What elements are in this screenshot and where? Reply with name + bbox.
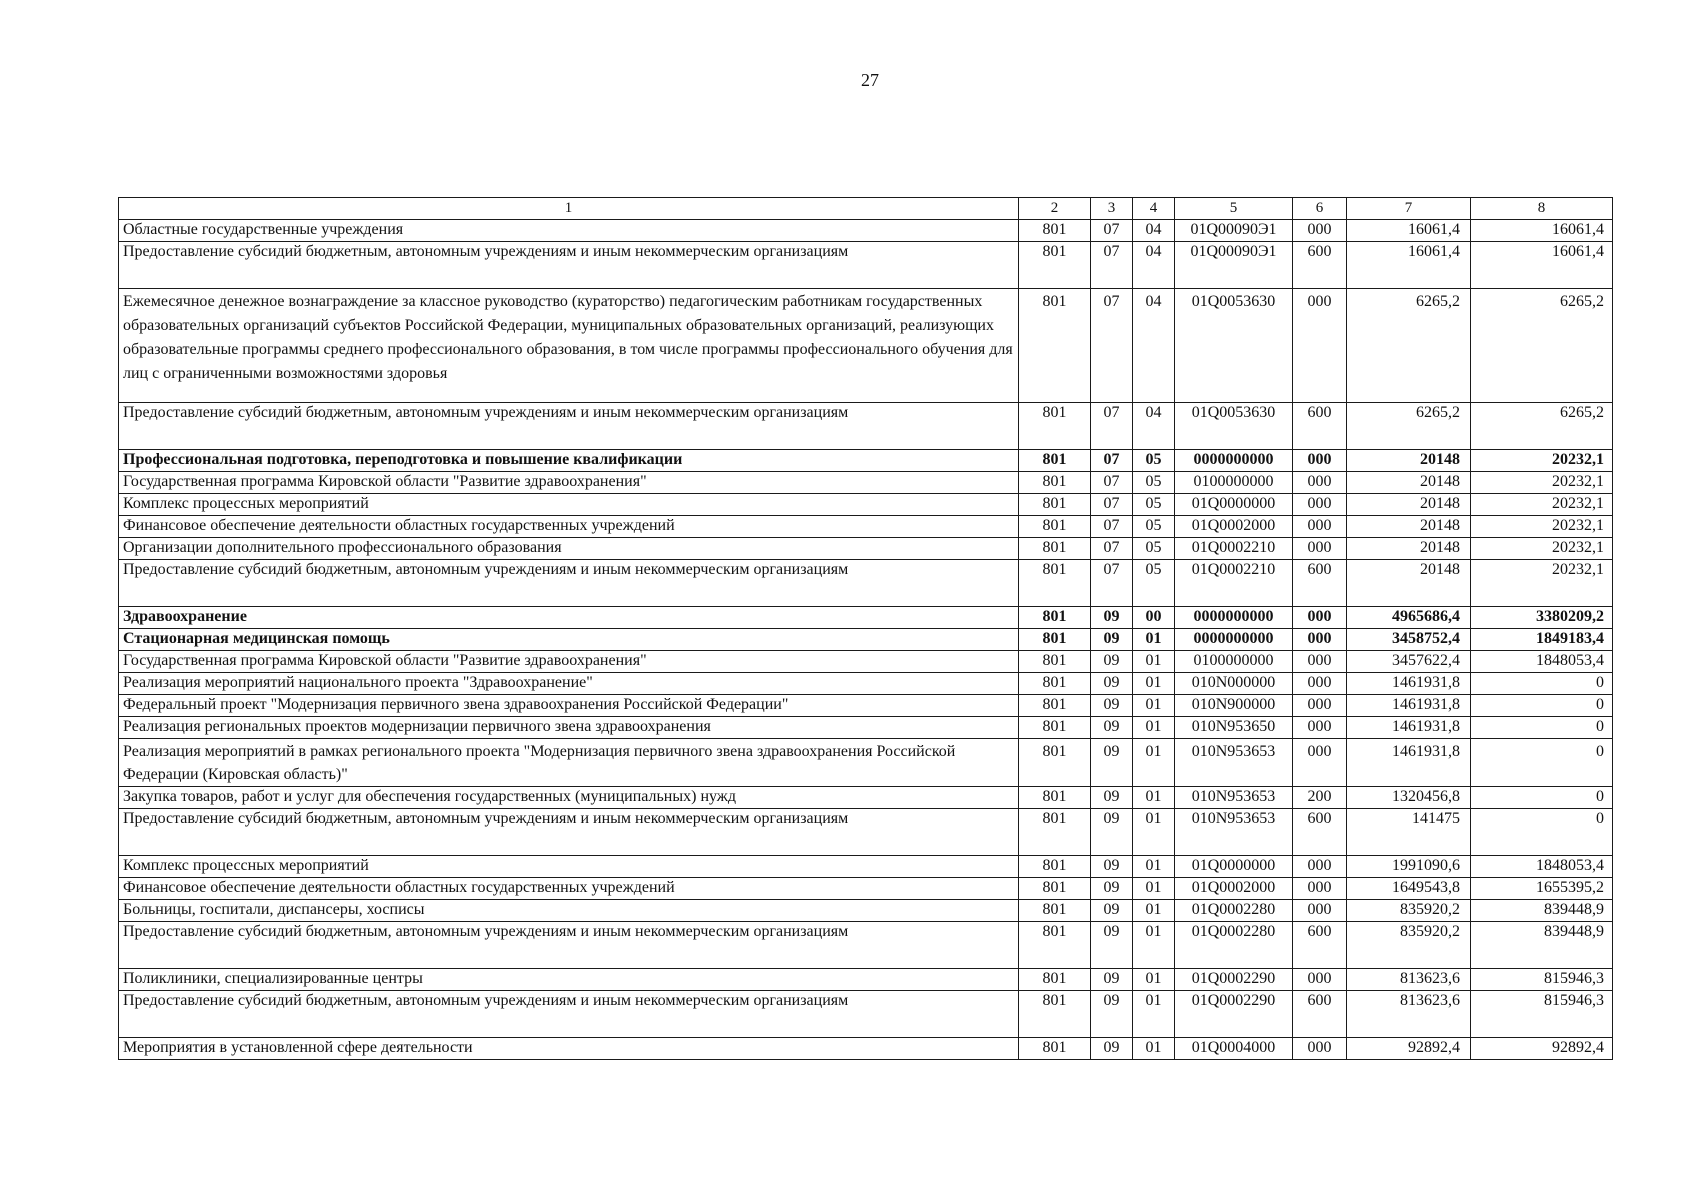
row-col-8: 20232,1 bbox=[1471, 538, 1613, 560]
row-col-2: 801 bbox=[1019, 673, 1091, 695]
row-col-8: 1848053,4 bbox=[1471, 856, 1613, 878]
table-row bbox=[119, 450, 1613, 472]
row-col-4: 01 bbox=[1133, 922, 1175, 969]
row-col-8: 0 bbox=[1471, 695, 1613, 717]
row-col-8: 0 bbox=[1471, 809, 1613, 856]
table-row bbox=[119, 651, 1613, 673]
row-col-4: 04 bbox=[1133, 220, 1175, 242]
row-col-2: 801 bbox=[1019, 787, 1091, 809]
row-name: Комплекс процессных мероприятий bbox=[119, 494, 1019, 516]
row-col-8: 20232,1 bbox=[1471, 560, 1613, 607]
row-col-5: 01Q00090Э1 bbox=[1175, 220, 1293, 242]
row-name: Предоставление субсидий бюджетным, автономным учреждениям и иным некоммерческим организациям bbox=[119, 922, 1019, 969]
row-col-3: 09 bbox=[1091, 1038, 1133, 1060]
row-col-5: 01Q0002290 bbox=[1175, 991, 1293, 1038]
row-col-4: 05 bbox=[1133, 560, 1175, 607]
row-col-8: 20232,1 bbox=[1471, 494, 1613, 516]
row-col-2: 801 bbox=[1019, 289, 1091, 403]
row-col-6: 000 bbox=[1293, 450, 1347, 472]
row-col-5: 0000000000 bbox=[1175, 629, 1293, 651]
row-name: Реализация региональных проектов модернизации первичного звена здравоохранения bbox=[119, 717, 1019, 739]
row-col-5: 01Q0002280 bbox=[1175, 922, 1293, 969]
row-col-3: 09 bbox=[1091, 651, 1133, 673]
header-cell-3: 3 bbox=[1091, 198, 1133, 220]
row-col-3: 07 bbox=[1091, 450, 1133, 472]
table-body bbox=[119, 198, 1613, 1060]
row-col-2: 801 bbox=[1019, 494, 1091, 516]
header-cell-5: 5 bbox=[1175, 198, 1293, 220]
row-col-4: 01 bbox=[1133, 695, 1175, 717]
header-cell-8: 8 bbox=[1471, 198, 1613, 220]
row-col-4: 01 bbox=[1133, 1038, 1175, 1060]
row-name: Государственная программа Кировской области "Развитие здравоохранения" bbox=[119, 651, 1019, 673]
table-row bbox=[119, 516, 1613, 538]
row-col-8: 6265,2 bbox=[1471, 289, 1613, 403]
row-name: Реализация мероприятий в рамках регионального проекта "Модернизация первичного звена здравоохранения Российской Федерации (Кировская область)" bbox=[119, 739, 1019, 787]
row-col-5: 01Q0002290 bbox=[1175, 969, 1293, 991]
row-col-8: 1849183,4 bbox=[1471, 629, 1613, 651]
row-col-4: 01 bbox=[1133, 787, 1175, 809]
table-row bbox=[119, 717, 1613, 739]
row-col-4: 05 bbox=[1133, 450, 1175, 472]
row-name: Мероприятия в установленной сфере деятельности bbox=[119, 1038, 1019, 1060]
table-row bbox=[119, 900, 1613, 922]
row-col-2: 801 bbox=[1019, 472, 1091, 494]
row-col-6: 000 bbox=[1293, 629, 1347, 651]
row-col-3: 09 bbox=[1091, 695, 1133, 717]
row-col-8: 815946,3 bbox=[1471, 969, 1613, 991]
header-cell-1: 1 bbox=[119, 198, 1019, 220]
row-col-5: 010N953653 bbox=[1175, 739, 1293, 787]
row-col-5: 01Q0004000 bbox=[1175, 1038, 1293, 1060]
row-name: Финансовое обеспечение деятельности областных государственных учреждений bbox=[119, 878, 1019, 900]
row-col-8: 20232,1 bbox=[1471, 450, 1613, 472]
row-col-4: 05 bbox=[1133, 538, 1175, 560]
table-row bbox=[119, 289, 1613, 403]
row-name: Финансовое обеспечение деятельности областных государственных учреждений bbox=[119, 516, 1019, 538]
row-name: Ежемесячное денежное вознаграждение за классное руководство (кураторство) педагогическим работникам государственных образовательных организаций субъектов Российской Федерации, муниципальных образовательных организаций, реализующих образовательные программы среднего профессионального образования, в том числе программы профессионального обучения для лиц с ограниченными возможностями здоровья bbox=[119, 289, 1019, 403]
table-row bbox=[119, 856, 1613, 878]
header-cell-6: 6 bbox=[1293, 198, 1347, 220]
row-col-4: 04 bbox=[1133, 242, 1175, 289]
row-col-2: 801 bbox=[1019, 900, 1091, 922]
row-col-3: 09 bbox=[1091, 856, 1133, 878]
row-col-8: 6265,2 bbox=[1471, 403, 1613, 450]
row-name: Предоставление субсидий бюджетным, автономным учреждениям и иным некоммерческим организациям bbox=[119, 242, 1019, 289]
row-col-2: 801 bbox=[1019, 516, 1091, 538]
row-col-7: 3458752,4 bbox=[1347, 629, 1471, 651]
row-col-6: 000 bbox=[1293, 220, 1347, 242]
row-col-8: 839448,9 bbox=[1471, 922, 1613, 969]
row-name: Стационарная медицинская помощь bbox=[119, 629, 1019, 651]
table-row bbox=[119, 242, 1613, 289]
row-col-7: 813623,6 bbox=[1347, 969, 1471, 991]
row-col-7: 835920,2 bbox=[1347, 922, 1471, 969]
row-col-3: 09 bbox=[1091, 809, 1133, 856]
row-col-4: 01 bbox=[1133, 878, 1175, 900]
row-col-7: 1320456,8 bbox=[1347, 787, 1471, 809]
row-col-3: 07 bbox=[1091, 494, 1133, 516]
row-col-3: 09 bbox=[1091, 900, 1133, 922]
row-col-8: 3380209,2 bbox=[1471, 607, 1613, 629]
row-col-2: 801 bbox=[1019, 220, 1091, 242]
row-col-5: 01Q00090Э1 bbox=[1175, 242, 1293, 289]
row-col-7: 6265,2 bbox=[1347, 403, 1471, 450]
row-col-7: 141475 bbox=[1347, 809, 1471, 856]
row-name: Больницы, госпитали, диспансеры, хосписы bbox=[119, 900, 1019, 922]
row-name: Здравоохранение bbox=[119, 607, 1019, 629]
row-col-4: 00 bbox=[1133, 607, 1175, 629]
table-row bbox=[119, 560, 1613, 607]
row-col-6: 000 bbox=[1293, 717, 1347, 739]
row-col-7: 1461931,8 bbox=[1347, 695, 1471, 717]
table-row bbox=[119, 629, 1613, 651]
row-col-7: 1461931,8 bbox=[1347, 717, 1471, 739]
row-col-3: 09 bbox=[1091, 739, 1133, 787]
row-col-7: 20148 bbox=[1347, 516, 1471, 538]
row-col-2: 801 bbox=[1019, 450, 1091, 472]
row-col-2: 801 bbox=[1019, 560, 1091, 607]
row-col-3: 09 bbox=[1091, 629, 1133, 651]
row-col-4: 01 bbox=[1133, 900, 1175, 922]
row-col-2: 801 bbox=[1019, 739, 1091, 787]
table-row bbox=[119, 739, 1613, 787]
row-col-3: 07 bbox=[1091, 220, 1133, 242]
row-col-8: 815946,3 bbox=[1471, 991, 1613, 1038]
row-col-4: 01 bbox=[1133, 717, 1175, 739]
row-col-5: 01Q0053630 bbox=[1175, 289, 1293, 403]
row-col-2: 801 bbox=[1019, 607, 1091, 629]
row-name: Областные государственные учреждения bbox=[119, 220, 1019, 242]
row-col-3: 07 bbox=[1091, 516, 1133, 538]
row-col-6: 600 bbox=[1293, 403, 1347, 450]
table-row bbox=[119, 673, 1613, 695]
row-col-4: 05 bbox=[1133, 472, 1175, 494]
row-col-7: 20148 bbox=[1347, 538, 1471, 560]
row-col-7: 20148 bbox=[1347, 450, 1471, 472]
row-col-7: 3457622,4 bbox=[1347, 651, 1471, 673]
row-col-3: 07 bbox=[1091, 403, 1133, 450]
row-name: Предоставление субсидий бюджетным, автономным учреждениям и иным некоммерческим организациям bbox=[119, 560, 1019, 607]
row-col-3: 09 bbox=[1091, 969, 1133, 991]
row-col-6: 000 bbox=[1293, 856, 1347, 878]
budget-table bbox=[118, 197, 1613, 1060]
table-row bbox=[119, 969, 1613, 991]
row-col-5: 01Q0053630 bbox=[1175, 403, 1293, 450]
row-col-6: 000 bbox=[1293, 878, 1347, 900]
row-col-6: 000 bbox=[1293, 494, 1347, 516]
row-col-2: 801 bbox=[1019, 403, 1091, 450]
row-col-2: 801 bbox=[1019, 969, 1091, 991]
page-number: 27 bbox=[861, 70, 879, 90]
table-row bbox=[119, 607, 1613, 629]
row-col-7: 1649543,8 bbox=[1347, 878, 1471, 900]
row-col-6: 000 bbox=[1293, 538, 1347, 560]
row-col-4: 01 bbox=[1133, 651, 1175, 673]
row-col-5: 01Q0000000 bbox=[1175, 856, 1293, 878]
row-name: Поликлиники, специализированные центры bbox=[119, 969, 1019, 991]
row-col-8: 16061,4 bbox=[1471, 242, 1613, 289]
row-col-6: 000 bbox=[1293, 651, 1347, 673]
row-col-2: 801 bbox=[1019, 538, 1091, 560]
row-col-2: 801 bbox=[1019, 809, 1091, 856]
row-col-8: 0 bbox=[1471, 787, 1613, 809]
row-name: Закупка товаров, работ и услуг для обеспечения государственных (муниципальных) нужд bbox=[119, 787, 1019, 809]
row-col-6: 600 bbox=[1293, 991, 1347, 1038]
row-col-2: 801 bbox=[1019, 922, 1091, 969]
row-col-3: 09 bbox=[1091, 607, 1133, 629]
table-row bbox=[119, 809, 1613, 856]
table-row bbox=[119, 220, 1613, 242]
row-col-8: 20232,1 bbox=[1471, 516, 1613, 538]
row-col-7: 4965686,4 bbox=[1347, 607, 1471, 629]
row-col-4: 05 bbox=[1133, 494, 1175, 516]
row-col-8: 839448,9 bbox=[1471, 900, 1613, 922]
row-col-4: 05 bbox=[1133, 516, 1175, 538]
row-col-7: 6265,2 bbox=[1347, 289, 1471, 403]
row-col-6: 600 bbox=[1293, 922, 1347, 969]
row-col-3: 07 bbox=[1091, 472, 1133, 494]
row-col-2: 801 bbox=[1019, 629, 1091, 651]
row-name: Предоставление субсидий бюджетным, автономным учреждениям и иным некоммерческим организациям bbox=[119, 991, 1019, 1038]
row-col-6: 000 bbox=[1293, 289, 1347, 403]
row-col-2: 801 bbox=[1019, 717, 1091, 739]
table-header-row bbox=[119, 198, 1613, 220]
row-col-7: 20148 bbox=[1347, 494, 1471, 516]
row-col-5: 010N953653 bbox=[1175, 787, 1293, 809]
row-name: Профессиональная подготовка, переподготовка и повышение квалификации bbox=[119, 450, 1019, 472]
row-col-4: 01 bbox=[1133, 739, 1175, 787]
row-col-5: 01Q0002280 bbox=[1175, 900, 1293, 922]
row-col-5: 010N953653 bbox=[1175, 809, 1293, 856]
row-name: Реализация мероприятий национального проекта "Здравоохранение" bbox=[119, 673, 1019, 695]
row-col-5: 01Q0002000 bbox=[1175, 516, 1293, 538]
row-col-3: 09 bbox=[1091, 878, 1133, 900]
row-col-5: 01Q0000000 bbox=[1175, 494, 1293, 516]
table-row bbox=[119, 538, 1613, 560]
row-col-7: 16061,4 bbox=[1347, 242, 1471, 289]
row-col-3: 07 bbox=[1091, 242, 1133, 289]
table-row bbox=[119, 878, 1613, 900]
row-name: Организации дополнительного профессионального образования bbox=[119, 538, 1019, 560]
row-col-4: 04 bbox=[1133, 289, 1175, 403]
row-col-6: 600 bbox=[1293, 242, 1347, 289]
table-row bbox=[119, 1038, 1613, 1060]
row-col-8: 16061,4 bbox=[1471, 220, 1613, 242]
table-row bbox=[119, 922, 1613, 969]
row-col-8: 0 bbox=[1471, 739, 1613, 787]
row-name: Предоставление субсидий бюджетным, автономным учреждениям и иным некоммерческим организациям bbox=[119, 809, 1019, 856]
row-col-4: 01 bbox=[1133, 673, 1175, 695]
row-col-6: 000 bbox=[1293, 739, 1347, 787]
row-col-6: 000 bbox=[1293, 900, 1347, 922]
row-col-5: 0000000000 bbox=[1175, 450, 1293, 472]
row-col-3: 09 bbox=[1091, 922, 1133, 969]
row-col-7: 1461931,8 bbox=[1347, 739, 1471, 787]
row-col-5: 0100000000 bbox=[1175, 651, 1293, 673]
row-col-4: 01 bbox=[1133, 969, 1175, 991]
table-row bbox=[119, 787, 1613, 809]
row-col-6: 600 bbox=[1293, 560, 1347, 607]
row-col-6: 000 bbox=[1293, 673, 1347, 695]
row-col-5: 01Q0002210 bbox=[1175, 560, 1293, 607]
row-col-8: 1848053,4 bbox=[1471, 651, 1613, 673]
row-col-3: 07 bbox=[1091, 289, 1133, 403]
header-cell-7: 7 bbox=[1347, 198, 1471, 220]
row-col-7: 20148 bbox=[1347, 560, 1471, 607]
row-col-7: 92892,4 bbox=[1347, 1038, 1471, 1060]
row-col-5: 010N000000 bbox=[1175, 673, 1293, 695]
row-col-4: 04 bbox=[1133, 403, 1175, 450]
row-col-7: 1461931,8 bbox=[1347, 673, 1471, 695]
row-col-8: 20232,1 bbox=[1471, 472, 1613, 494]
table-row bbox=[119, 472, 1613, 494]
row-name: Предоставление субсидий бюджетным, автономным учреждениям и иным некоммерческим организациям bbox=[119, 403, 1019, 450]
row-col-2: 801 bbox=[1019, 651, 1091, 673]
row-col-5: 010N953650 bbox=[1175, 717, 1293, 739]
row-col-2: 801 bbox=[1019, 856, 1091, 878]
row-col-3: 09 bbox=[1091, 673, 1133, 695]
row-col-4: 01 bbox=[1133, 629, 1175, 651]
row-col-6: 600 bbox=[1293, 809, 1347, 856]
row-col-5: 010N900000 bbox=[1175, 695, 1293, 717]
row-col-2: 801 bbox=[1019, 242, 1091, 289]
row-col-3: 07 bbox=[1091, 560, 1133, 607]
row-col-3: 09 bbox=[1091, 717, 1133, 739]
row-col-5: 0000000000 bbox=[1175, 607, 1293, 629]
row-col-2: 801 bbox=[1019, 695, 1091, 717]
row-name: Федеральный проект "Модернизация первичного звена здравоохранения Российской Федерации" bbox=[119, 695, 1019, 717]
row-col-3: 09 bbox=[1091, 991, 1133, 1038]
row-col-6: 000 bbox=[1293, 607, 1347, 629]
row-col-7: 1991090,6 bbox=[1347, 856, 1471, 878]
row-col-4: 01 bbox=[1133, 991, 1175, 1038]
row-col-7: 20148 bbox=[1347, 472, 1471, 494]
row-col-8: 0 bbox=[1471, 673, 1613, 695]
row-col-6: 000 bbox=[1293, 1038, 1347, 1060]
row-col-7: 813623,6 bbox=[1347, 991, 1471, 1038]
row-col-4: 01 bbox=[1133, 809, 1175, 856]
row-col-6: 200 bbox=[1293, 787, 1347, 809]
row-col-6: 000 bbox=[1293, 472, 1347, 494]
row-col-5: 01Q0002210 bbox=[1175, 538, 1293, 560]
row-col-8: 92892,4 bbox=[1471, 1038, 1613, 1060]
row-col-4: 01 bbox=[1133, 856, 1175, 878]
table-row bbox=[119, 695, 1613, 717]
row-name: Комплекс процессных мероприятий bbox=[119, 856, 1019, 878]
row-col-7: 835920,2 bbox=[1347, 900, 1471, 922]
row-col-2: 801 bbox=[1019, 991, 1091, 1038]
header-cell-2: 2 bbox=[1019, 198, 1091, 220]
row-col-6: 000 bbox=[1293, 969, 1347, 991]
header-cell-4: 4 bbox=[1133, 198, 1175, 220]
row-name: Государственная программа Кировской области "Развитие здравоохранения" bbox=[119, 472, 1019, 494]
row-col-2: 801 bbox=[1019, 1038, 1091, 1060]
row-col-8: 1655395,2 bbox=[1471, 878, 1613, 900]
row-col-5: 0100000000 bbox=[1175, 472, 1293, 494]
table-row bbox=[119, 494, 1613, 516]
row-col-7: 16061,4 bbox=[1347, 220, 1471, 242]
row-col-8: 0 bbox=[1471, 717, 1613, 739]
row-col-6: 000 bbox=[1293, 695, 1347, 717]
row-col-3: 09 bbox=[1091, 787, 1133, 809]
table-row bbox=[119, 991, 1613, 1038]
table-row bbox=[119, 403, 1613, 450]
row-col-6: 000 bbox=[1293, 516, 1347, 538]
row-col-5: 01Q0002000 bbox=[1175, 878, 1293, 900]
row-col-3: 07 bbox=[1091, 538, 1133, 560]
row-col-2: 801 bbox=[1019, 878, 1091, 900]
